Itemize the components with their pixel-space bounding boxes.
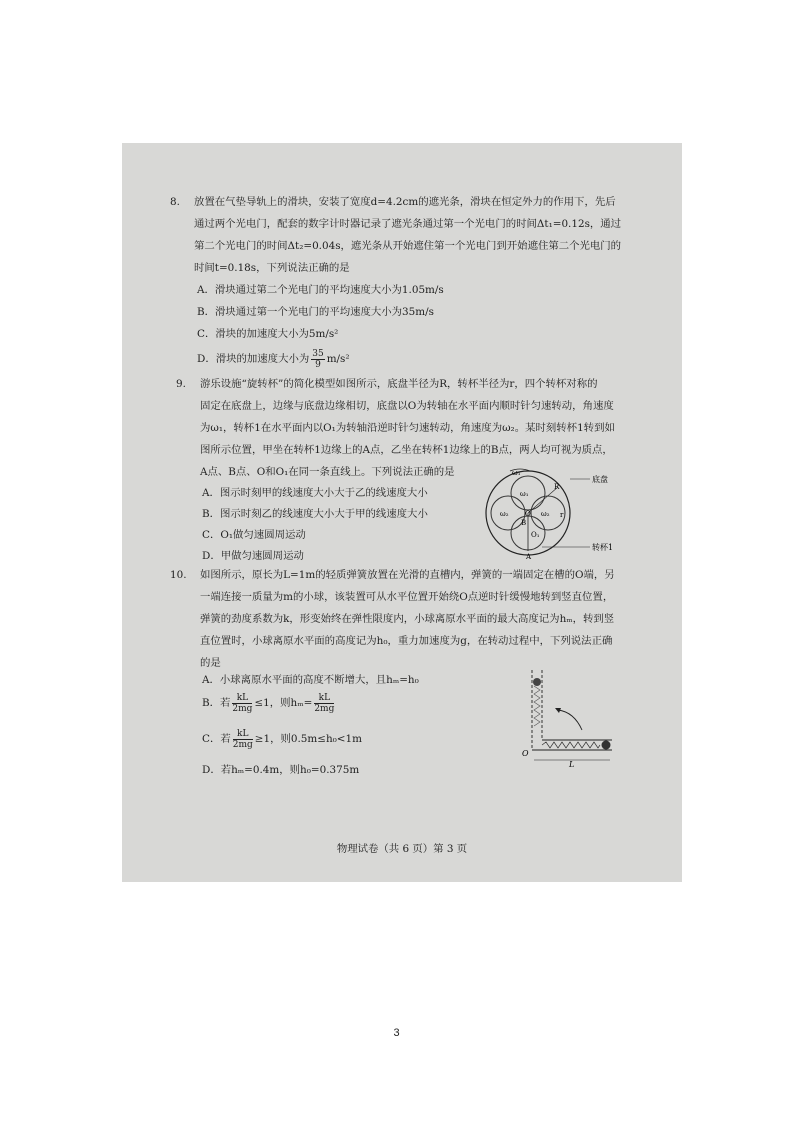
label-b: B: [521, 519, 527, 527]
label-o1: O₁: [531, 531, 540, 539]
label-w1: ω₁: [512, 469, 521, 477]
q9-option-d: D．甲做匀速圆周运动: [202, 550, 304, 562]
q8-option-a: A．滑块通过第二个光电门的平均速度大小为1.05m/s: [197, 284, 444, 296]
fraction-denominator: 2mg: [314, 703, 335, 714]
q10-option-c: [202, 727, 362, 751]
q10-option-b-fraction-2: [314, 693, 334, 714]
q10-option-c-mid: ≥1，则0.5m≤h₀<1m: [254, 733, 362, 745]
q10-option-c-prefix: C．若: [202, 733, 231, 745]
label-r-small: r: [560, 511, 564, 519]
q10-option-c-fraction: [233, 729, 253, 750]
scanned-exam-page: [122, 143, 682, 882]
q10-number: 10.: [170, 569, 187, 581]
label-cup1: 转杯1: [592, 543, 614, 552]
q10-option-d: D．若hₘ=0.4m，则h₀=0.375m: [202, 764, 360, 776]
fraction-numerator: kL: [232, 693, 252, 704]
q8-option-d: [197, 347, 350, 371]
label-w2-left: ω₂: [500, 510, 509, 518]
q8-option-d-text: D．滑块的加速度大小为: [197, 353, 310, 365]
q10-option-a: A．小球离原水平面的高度不断增大，且hₘ=h₀: [202, 674, 419, 686]
q9-option-a: A．图示时刻甲的线速度大小大于乙的线速度大小: [202, 487, 428, 499]
exam-footer: 物理试卷（共 6 页）第 3 页: [336, 843, 468, 855]
q9-line: 为ω₁，转杯1在水平面内以O₁为转轴沿逆时针匀速转动，角速度为ω₂。某时刻转杯1转到如: [200, 422, 615, 434]
label-o: O: [522, 749, 529, 758]
q10-option-b: [202, 691, 336, 715]
q9-line: 固定在底盘上，边缘与底盘边缘相切，底盘以O为转轴在水平面内顺时针匀速转动，角速度: [200, 400, 614, 412]
q8-number: 8.: [170, 196, 180, 208]
fraction-numerator: kL: [314, 693, 334, 704]
vertical-spring: [534, 686, 540, 726]
page-number: 3: [393, 1027, 400, 1039]
label-r-big: R: [554, 483, 560, 491]
q8-option-d-fraction: [311, 349, 324, 370]
q10-line: 弹簧的劲度系数为k，形变始终在弹性限度内，小球离原水平面的最大高度记为hₘ，转到竖: [200, 613, 615, 625]
fraction-numerator: 35: [312, 348, 324, 359]
q8-line: 放置在气垫导轨上的滑块，安装了宽度d=4.2cm的遮光条，滑块在恒定外力的作用下，先后: [194, 196, 616, 208]
q9-line: 图所示位置，甲坐在转杯1边缘上的A点，乙坐在转杯1边缘上的B点，两人均可视为质点，: [200, 444, 613, 456]
fraction-denominator: 9: [315, 359, 321, 370]
q10-option-b-prefix: B．若: [202, 697, 231, 709]
q8-line: 第二个光电门的时间Δt₂=0.04s，遮光条从开始遮住第一个光电门到开始遮住第二个光电门的: [194, 240, 622, 252]
q8-line: 通过两个光电门，配套的数字计时器记录了遮光条通过第一个光电门的时间Δt₁=0.12s，通过: [194, 218, 622, 230]
spring-groove-diagram: [522, 668, 622, 768]
q9-line: A点、B点、O和O₁在同一条直线上。下列说法正确的是: [200, 466, 455, 478]
horizontal-spring: [542, 742, 600, 748]
label-base: 底盘: [592, 475, 608, 484]
rotating-cup-diagram: [480, 465, 630, 560]
label-w1-cup: ω₁: [520, 490, 529, 498]
fraction-denominator: 2mg: [232, 739, 253, 750]
q10-line: 一端连接一质量为m的小球，该装置可从水平位置开始绕O点逆时针缓慢地转到竖直位置，: [200, 591, 614, 603]
q9-number: 9.: [176, 378, 186, 390]
q8-line: 时间t=0.18s，下列说法正确的是: [194, 262, 350, 274]
q8-option-b: B．滑块通过第一个光电门的平均速度大小为35m/s: [197, 306, 434, 318]
ball-horizontal: [602, 741, 611, 750]
label-o: O: [525, 510, 531, 518]
q10-option-b-mid: ≤1，则hₘ=: [254, 697, 313, 709]
q10-line: 直位置时，小球离原水平面的高度记为h₀，重力加速度为g，在转动过程中，下列说法正确: [200, 635, 613, 647]
q9-line: 游乐设施“旋转杯”的简化模型如图所示，底盘半径为R，转杯半径为r，四个转杯对称的: [200, 378, 598, 390]
q8-option-d-unit: m/s²: [326, 353, 350, 365]
q10-line: 如图所示，原长为L=1m的轻质弹簧放置在光滑的直槽内，弹簧的一端固定在槽的O端，另: [200, 569, 615, 581]
fraction-numerator: kL: [233, 729, 253, 740]
label-a: A: [526, 553, 532, 560]
q9-option-b: B．图示时刻乙的线速度大小大于甲的线速度大小: [202, 508, 428, 520]
fraction-denominator: 2mg: [232, 703, 253, 714]
q10-option-b-fraction: [232, 693, 252, 714]
q10-line: 的是: [200, 657, 221, 669]
rotation-arrow: [558, 710, 582, 730]
label-l: L: [569, 760, 575, 768]
q9-option-c: C．O₁做匀速圆周运动: [202, 529, 306, 541]
ball-vertical: [533, 678, 541, 686]
label-w2-right: ω₂: [541, 510, 550, 518]
q8-option-c: C．滑块的加速度大小为5m/s²: [197, 328, 339, 340]
